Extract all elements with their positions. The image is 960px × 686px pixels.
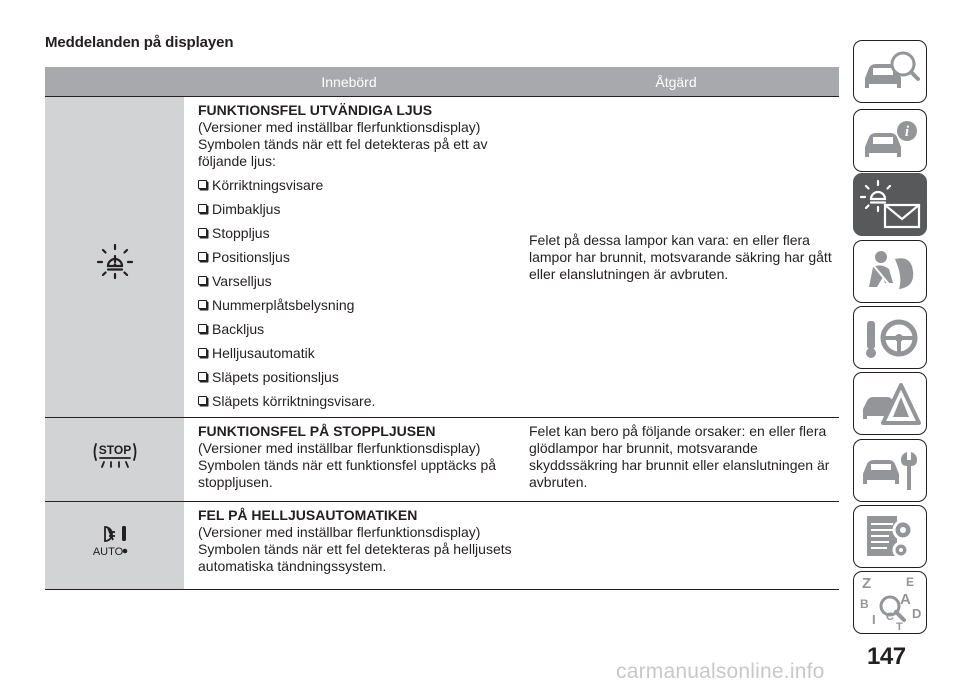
action-text: Felet på dessa lampor kan vara: en eller flera lampor har brunnit, motsvarande säkring har gått eller elanslutningen är avbruten. [529,232,832,282]
watermark: carmanualsonline.info [616,660,825,683]
checkbox-bullet-icon [198,204,207,213]
tab-safety[interactable] [853,240,927,303]
list-item: Backljus [198,317,519,341]
header-action: Åtgärd [655,73,697,90]
meaning-title: FUNKTIONSFEL PÅ STOPPLJUSEN [198,423,436,439]
page-heading: Meddelanden på displayen [45,34,234,51]
tab-maintenance[interactable] [853,439,927,502]
emergency-icon [859,379,921,429]
list-item: Släpets positionsljus [198,365,519,389]
list-item: Varselljus [198,269,519,293]
list-item: Stoppljus [198,221,519,245]
technical-data-icon [859,512,921,562]
tab-emergency[interactable] [853,372,927,435]
svg-text:A: A [900,590,911,608]
index-icon [858,574,922,632]
list-item: Helljusautomatik [198,341,519,365]
maintenance-icon [859,446,921,496]
svg-text:B: B [860,596,869,611]
list-item: Körriktningsvisare [198,173,519,197]
checkbox-bullet-icon [198,228,207,237]
checkbox-bullet-icon [198,396,207,405]
list-item: Dimbakljus [198,197,519,221]
messages-table [45,67,839,590]
action-cell [525,502,839,589]
checkbox-bullet-icon [198,252,207,261]
list-item: Nummerplåtsbelysning [198,293,519,317]
action-text: Felet kan bero på följande orsaker: en eller flera glödlampor har brunnit, motsvarande skyddssäkring har brunnit eller elanslutningen är avbruten. [529,423,830,490]
exterior-light-fault-icon [95,244,135,280]
auto-high-beam-fault-icon [93,524,137,560]
checkbox-bullet-icon [198,348,207,357]
svg-text:i: i [904,123,910,140]
meaning-text: (Versioner med inställbar flerfunktionsdisplay) Symbolen tänds när ett funktionsfel upptäcks på stoppljusen. [198,440,497,490]
page-number: 147 [867,643,906,670]
svg-text:D: D [912,605,922,621]
table-row [45,418,839,502]
car-info-icon [859,117,921,165]
svg-text:STOP: STOP [98,443,131,457]
meaning-text: (Versioner med inställbar flerfunktionsdisplay) Symbolen tänds när ett fel detekteras på ett av följande ljus: [198,119,488,169]
tab-car-info[interactable] [853,109,927,172]
svg-text:I: I [872,611,876,627]
svg-text:AUTO: AUTO [92,546,123,558]
checkbox-bullet-icon [198,180,207,189]
icon-cell [45,418,185,501]
meaning-cell [185,502,525,589]
table-header [45,67,839,97]
list-item: Släpets körriktningsvisare. [198,389,519,413]
car-overview-icon [859,48,921,96]
svg-text:C: C [886,610,894,623]
header-icon-column [45,67,185,96]
meaning-text: (Versioner med inställbar flerfunktionsdisplay) Symbolen tänds när ett fel detekteras på helljusets automatiska tändningssystem. [198,524,512,574]
checkbox-bullet-icon [198,300,207,309]
meaning-cell [185,97,525,417]
meaning-title: FEL PÅ HELLJUSAUTOMATIKEN [198,507,418,523]
svg-text:T: T [896,620,903,632]
table-row [45,502,839,590]
svg-text:E: E [906,574,915,589]
tab-starting-driving[interactable] [853,306,927,369]
tab-index[interactable] [853,571,927,634]
checkbox-bullet-icon [198,324,207,333]
tab-technical-data[interactable] [853,505,927,568]
lamp-list [198,173,519,413]
list-item: Positionsljus [198,245,519,269]
stop-light-fault-icon [92,442,138,472]
safety-airbag-icon [859,247,921,297]
action-cell [525,418,839,501]
meaning-title: FUNKTIONSFEL UTVÄNDIGA LJUS [198,102,433,118]
meaning-cell [185,418,525,501]
icon-cell [45,97,185,417]
tab-warning-lights[interactable] [853,173,927,236]
checkbox-bullet-icon [198,372,207,381]
starting-driving-icon [859,313,921,363]
icon-cell [45,502,185,589]
action-cell [525,97,839,417]
checkbox-bullet-icon [198,276,207,285]
tab-car-overview[interactable] [853,40,927,103]
warning-light-message-icon [857,179,923,231]
header-meaning: Innebörd [321,73,377,90]
table-row [45,97,839,418]
svg-text:Z: Z [862,574,872,592]
